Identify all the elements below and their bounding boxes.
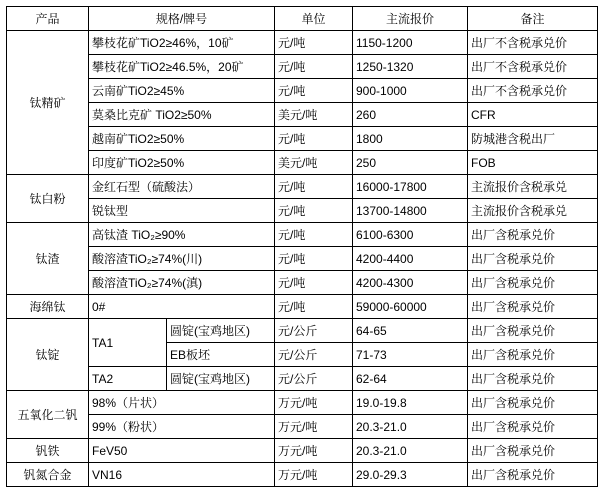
note-cell: 出厂不含税承兑价 [468, 79, 598, 103]
table-row [7, 367, 598, 391]
table-row [7, 391, 598, 415]
price-cell: 1150-1200 [353, 31, 468, 55]
spec-cell: 云南矿TiO2≥45% [89, 79, 275, 103]
product-category-cell: 钛精矿 [7, 31, 89, 175]
note-cell: 主流报价含税承兑 [468, 175, 598, 199]
unit-cell: 元/吨 [275, 223, 353, 247]
table-row [7, 79, 598, 103]
price-cell: 16000-17800 [353, 175, 468, 199]
spec-cell: FeV50 [89, 439, 275, 463]
price-cell: 250 [353, 151, 468, 175]
table-row [7, 271, 598, 295]
unit-cell: 元/吨 [275, 31, 353, 55]
product-category-cell: 钛锭 [7, 319, 89, 391]
product-category-cell: 钛白粉 [7, 175, 89, 223]
price-cell: 900-1000 [353, 79, 468, 103]
table-row [7, 199, 598, 223]
spec-cell: 锐钛型 [89, 199, 275, 223]
spec-cell: 攀枝花矿TiO2≥46%，10矿 [89, 31, 275, 55]
grade-cell: TA1 [89, 319, 167, 367]
unit-cell: 元/公斤 [275, 367, 353, 391]
product-category-cell: 五氧化二钒 [7, 391, 89, 439]
header-price: 主流报价 [353, 7, 468, 31]
unit-cell: 元/吨 [275, 271, 353, 295]
unit-cell: 元/吨 [275, 127, 353, 151]
table-row [7, 319, 598, 343]
spec-cell: 0# [89, 295, 275, 319]
unit-cell: 元/吨 [275, 295, 353, 319]
spec-cell: 印度矿TiO2≥50% [89, 151, 275, 175]
spec-cell: 圆锭(宝鸡地区) [167, 367, 275, 391]
header-spec: 规格/牌号 [89, 7, 275, 31]
table-row [7, 103, 598, 127]
table-row [7, 295, 598, 319]
price-cell: 6100-6300 [353, 223, 468, 247]
note-cell: 出厂含税承兑价 [468, 343, 598, 367]
spec-cell: VN16 [89, 463, 275, 487]
spec-cell: 酸溶渣TiO₂≥74%(川) [89, 247, 275, 271]
unit-cell: 元/吨 [275, 247, 353, 271]
spec-cell: 越南矿TiO2≥50% [89, 127, 275, 151]
header-unit: 单位 [275, 7, 353, 31]
note-cell: CFR [468, 103, 598, 127]
spec-cell: 金红石型（硫酸法） [89, 175, 275, 199]
product-category-cell: 钒氮合金 [7, 463, 89, 487]
unit-cell: 元/公斤 [275, 319, 353, 343]
note-cell: 主流报价含税承兑 [468, 199, 598, 223]
spec-cell: 攀枝花矿TiO2≥46.5%，20矿 [89, 55, 275, 79]
note-cell: FOB [468, 151, 598, 175]
grade-cell: TA2 [89, 367, 167, 391]
header-note: 备注 [468, 7, 598, 31]
price-cell: 1800 [353, 127, 468, 151]
table-row [7, 223, 598, 247]
table-row [7, 463, 598, 487]
note-cell: 出厂含税承兑价 [468, 391, 598, 415]
spec-cell: 98%（片状） [89, 391, 275, 415]
note-cell: 出厂不含税承兑价 [468, 31, 598, 55]
unit-cell: 万元/吨 [275, 463, 353, 487]
note-cell: 出厂含税承兑价 [468, 247, 598, 271]
note-cell: 出厂含税承兑价 [468, 415, 598, 439]
spec-cell: 酸溶渣TiO₂≥74%(滇) [89, 271, 275, 295]
unit-cell: 万元/吨 [275, 439, 353, 463]
unit-cell: 美元/吨 [275, 151, 353, 175]
price-cell: 20.3-21.0 [353, 439, 468, 463]
table-row [7, 247, 598, 271]
price-cell: 71-73 [353, 343, 468, 367]
note-cell: 出厂含税承兑价 [468, 295, 598, 319]
spec-cell: 高钛渣 TiO₂≥90% [89, 223, 275, 247]
note-cell: 出厂含税承兑价 [468, 439, 598, 463]
product-category-cell: 钒铁 [7, 439, 89, 463]
table-row [7, 415, 598, 439]
spec-cell: 圆锭(宝鸡地区) [167, 319, 275, 343]
price-cell: 64-65 [353, 319, 468, 343]
price-cell: 62-64 [353, 367, 468, 391]
header-product: 产品 [7, 7, 89, 31]
unit-cell: 元/吨 [275, 199, 353, 223]
unit-cell: 元/公斤 [275, 343, 353, 367]
price-cell: 4200-4400 [353, 247, 468, 271]
price-cell: 59000-60000 [353, 295, 468, 319]
unit-cell: 万元/吨 [275, 415, 353, 439]
price-cell: 20.3-21.0 [353, 415, 468, 439]
note-cell: 防城港含税出厂 [468, 127, 598, 151]
price-cell: 260 [353, 103, 468, 127]
unit-cell: 元/吨 [275, 55, 353, 79]
note-cell: 出厂含税承兑价 [468, 463, 598, 487]
table-header-row [7, 7, 598, 31]
note-cell: 出厂不含税承兑价 [468, 55, 598, 79]
unit-cell: 美元/吨 [275, 103, 353, 127]
note-cell: 出厂含税承兑价 [468, 367, 598, 391]
price-cell: 13700-14800 [353, 199, 468, 223]
note-cell: 出厂含税承兑价 [468, 271, 598, 295]
table-row [7, 127, 598, 151]
table-row [7, 175, 598, 199]
price-cell: 1250-1320 [353, 55, 468, 79]
spec-cell: EB板坯 [167, 343, 275, 367]
note-cell: 出厂含税承兑价 [468, 223, 598, 247]
table-row [7, 31, 598, 55]
table-row [7, 55, 598, 79]
price-cell: 29.0-29.3 [353, 463, 468, 487]
price-cell: 19.0-19.8 [353, 391, 468, 415]
spec-cell: 莫桑比克矿 TiO2≥50% [89, 103, 275, 127]
note-cell: 出厂含税承兑价 [468, 319, 598, 343]
product-category-cell: 钛渣 [7, 223, 89, 295]
unit-cell: 元/吨 [275, 175, 353, 199]
spec-cell: 99%（粉状） [89, 415, 275, 439]
product-category-cell: 海绵钛 [7, 295, 89, 319]
price-table [6, 6, 598, 487]
table-body [7, 31, 598, 487]
price-cell: 4200-4300 [353, 271, 468, 295]
table-row [7, 439, 598, 463]
unit-cell: 万元/吨 [275, 391, 353, 415]
table-row [7, 151, 598, 175]
unit-cell: 元/吨 [275, 79, 353, 103]
